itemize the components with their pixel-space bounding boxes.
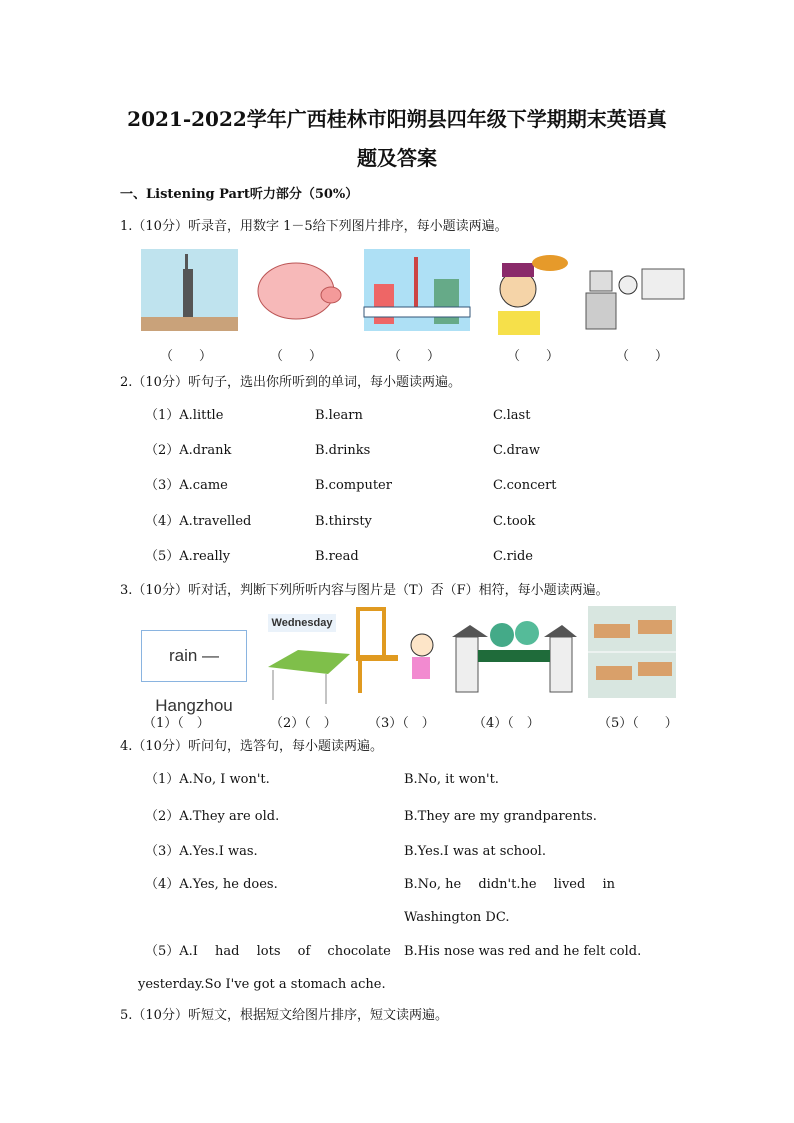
q3-blank-2[interactable]: （2）（ ） [270,716,337,731]
q2-option: （3）A.came [145,478,228,494]
q4-stem: 4.（10分）听问句，选答句，每小题读两遍。 [120,739,383,754]
q4-option: B.No, he didn't.he lived in [404,877,615,892]
q2-option: C.ride [493,548,534,564]
q4-option: （1）A.No, I won't. [145,772,270,787]
zoo-gate-image [452,605,577,697]
statue-of-liberty-image [141,249,238,331]
q4-row5-a: （5）A.I had lots of chocolate [145,944,391,959]
q4-option: （4）A.Yes, he does. [145,877,278,892]
q3-blank-5[interactable]: （5）（ ） [598,716,678,731]
q2-option: B.read [315,548,359,564]
q4-option: （3）A.Yes.I was. [145,844,258,859]
q4-row4-cont: Washington DC. [404,910,510,925]
q4-row5-b: B.His nose was red and he felt cold. [404,944,642,959]
q2-option: C.took [493,513,536,529]
q2-option: C.last [493,408,531,423]
q3-stem: 3.（10分）听对话，判断下列所听内容与图片是（T）否（F）相符，每小题读两遍。 [120,583,609,598]
q4-option: B.Yes.I was at school. [404,844,546,859]
q3-blank-3[interactable]: （3）（ ） [368,716,435,731]
q2-option: （5）A.really [145,548,231,564]
q3-blank-4[interactable]: （4）（ ） [473,716,540,731]
q1-blank-3[interactable]: （ ） [388,349,441,364]
q1-stem: 1.（10分）听录音，用数字 1－5给下列图片排序，每小题读两遍。 [120,219,508,234]
wednesday-label: Wednesday [268,614,336,632]
q1-blank-1[interactable]: （ ） [160,349,213,364]
q3-blank-1[interactable]: （1）（ ） [143,716,210,731]
q2-option: （2）A.drank [145,443,232,459]
q2-stem: 2.（10分）听句子，选出你所听到的单词，每小题读两遍。 [120,375,461,390]
ping-pong-table-image [258,612,350,704]
q2-option: （4）A.travelled [145,513,252,529]
q4-option: B.No, it won't. [404,772,499,787]
weather-rain-hangzhou-image: rain — Hangzhou [141,630,247,682]
q4-row5-cont: yesterday.So I've got a stomach ache. [138,977,386,992]
q2-option: C.concert [493,478,557,494]
title-line1: 2021-2022学年广西桂林市阳朔县四年级下学期期末英语真 [127,107,667,131]
q1-blank-5[interactable]: （ ） [616,349,669,364]
q2-option: B.computer [315,478,392,494]
q5-stem: 5.（10分）听短文，根据短文给图片排序，短文读两遍。 [120,1008,448,1023]
pig-image [251,249,348,331]
bedroom-image [586,249,686,331]
q1-blank-4[interactable]: （ ） [507,349,560,364]
classroom-desks-image [588,606,676,698]
q1-blank-2[interactable]: （ ） [270,349,323,364]
q2-option: C.draw [493,443,541,459]
q2-option: B.drinks [315,443,371,459]
q2-option: （1）A.little [145,408,224,423]
section-heading: 一、Listening Part听力部分（50%） [120,187,359,202]
chair-girl-image [352,605,442,695]
q2-option: B.thirsty [315,513,372,529]
q2-option: B.learn [315,408,363,423]
q4-option: （2）A.They are old. [145,809,280,824]
city-train-image [364,249,470,331]
woman-image [488,249,572,335]
title-line2: 题及答案 [357,146,437,170]
q4-option: B.They are my grandparents. [404,809,597,824]
